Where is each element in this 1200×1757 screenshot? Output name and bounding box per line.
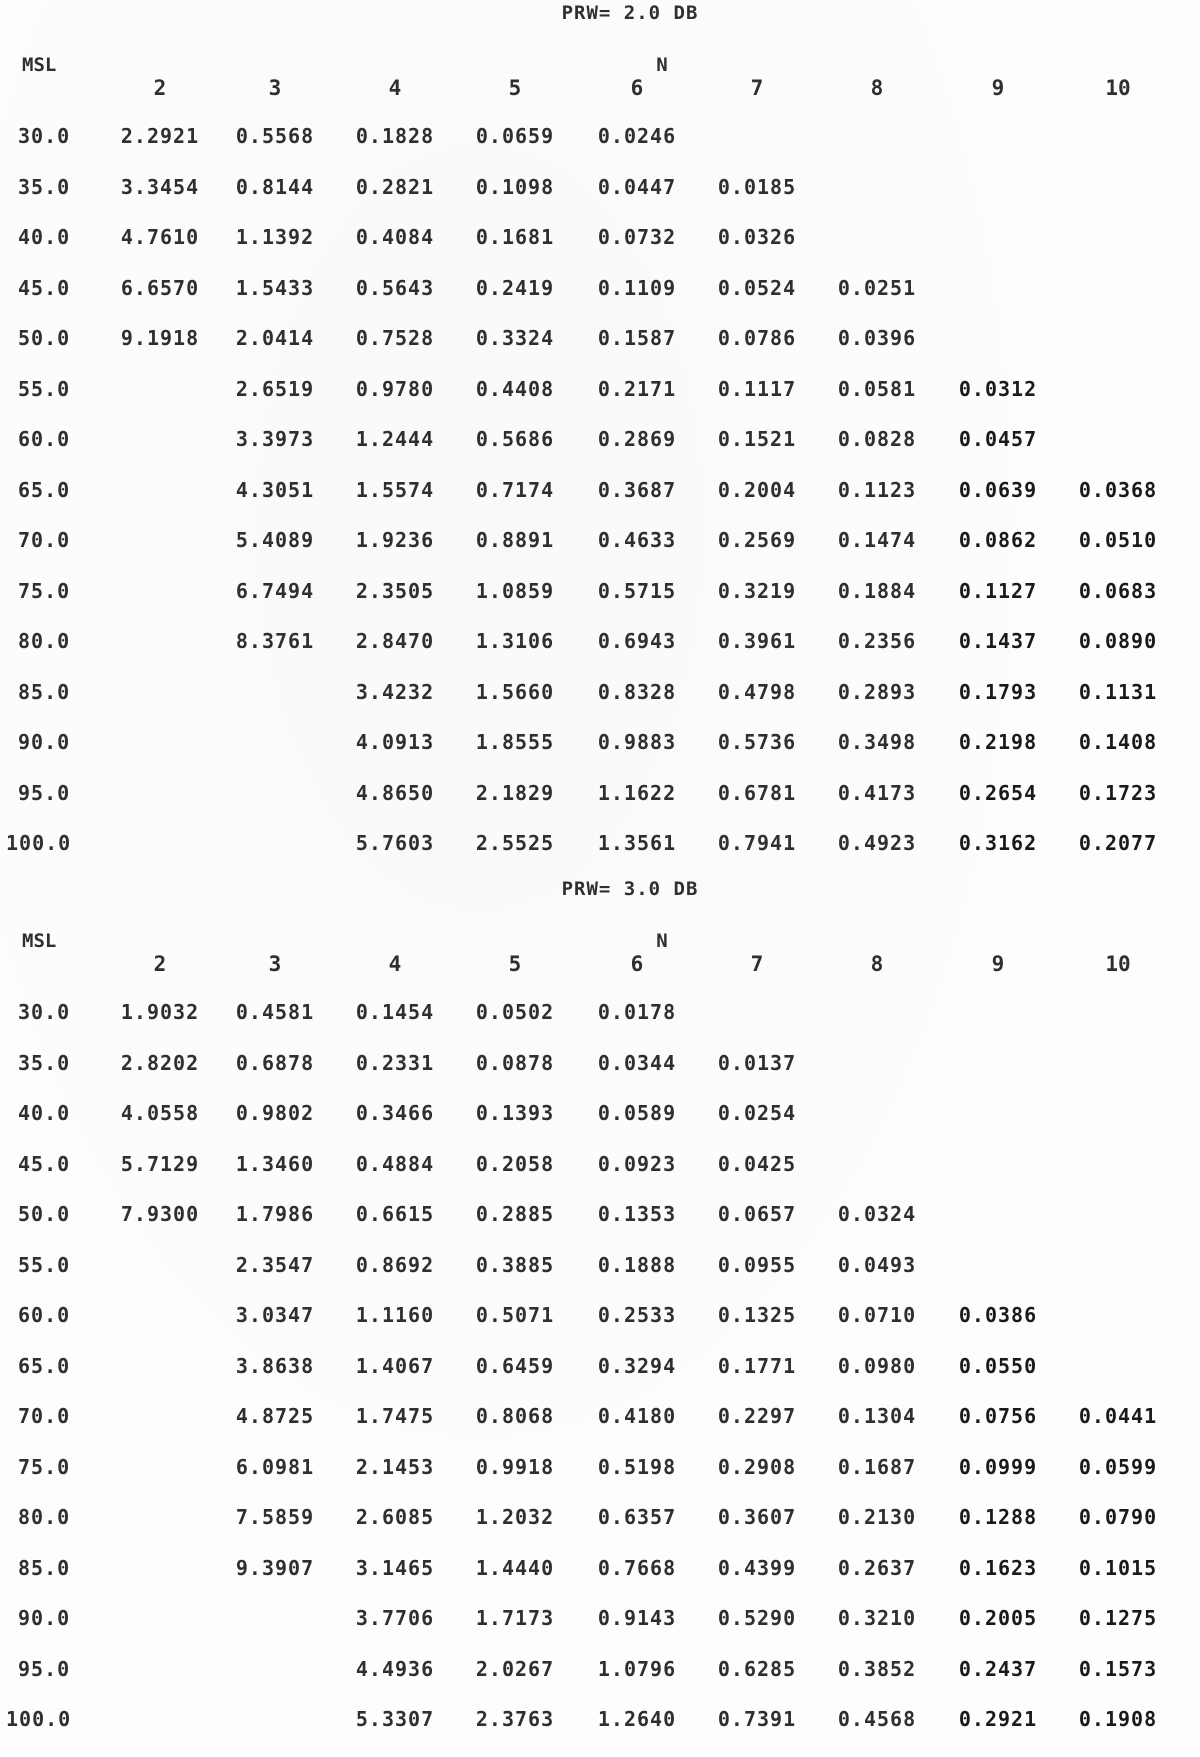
table-cell: 0.3162 — [958, 831, 1038, 855]
table-cell: 0.1275 — [1078, 1606, 1158, 1630]
msl-label: MSL — [22, 54, 57, 76]
table-cell: 2.6085 — [355, 1505, 435, 1529]
table-row — [0, 1101, 1200, 1131]
table-cell: 0.0581 — [837, 376, 917, 401]
table-cell: 1.9236 — [355, 528, 435, 552]
table-row — [0, 680, 1200, 710]
table-cell: 2.0267 — [475, 1656, 555, 1681]
column-header-n-5: 5 — [508, 952, 522, 976]
table-cell: 0.2005 — [958, 1606, 1038, 1630]
table-cell: 0.3961 — [717, 629, 797, 653]
table-cell: 1.7475 — [355, 1404, 435, 1428]
table-cell: 0.1109 — [597, 275, 677, 300]
table-row — [0, 427, 1200, 457]
column-header-n-3: 3 — [268, 76, 282, 100]
table-cell: 0.0493 — [837, 1252, 917, 1277]
table-cell: 0.1288 — [958, 1505, 1038, 1529]
table-cell: 0.0657 — [717, 1202, 797, 1226]
table-cell: 0.2637 — [837, 1555, 917, 1580]
table-cell: 0.0524 — [717, 275, 797, 300]
table-row — [0, 831, 1200, 861]
table-row — [0, 478, 1200, 508]
table-row — [0, 276, 1200, 306]
table-cell: 0.2198 — [958, 730, 1038, 754]
table-cell: 0.0185 — [717, 174, 797, 199]
table-cell: 0.1131 — [1078, 679, 1158, 704]
table-cell: 4.0558 — [120, 1101, 200, 1125]
table-cell: 0.2077 — [1078, 831, 1158, 855]
table-cell: 0.2893 — [837, 679, 917, 704]
table-row — [0, 124, 1200, 154]
table-cell: 0.0862 — [958, 528, 1038, 552]
table-cell: 0.0550 — [958, 1353, 1038, 1378]
table-cell: 2.0414 — [235, 326, 315, 350]
table-cell: 0.2654 — [958, 780, 1038, 805]
table-cell: 0.4568 — [837, 1707, 917, 1731]
table-cell: 0.1015 — [1078, 1555, 1158, 1580]
table-cell: 0.6357 — [597, 1505, 677, 1529]
table-row — [0, 579, 1200, 609]
table-cell: 0.7174 — [475, 477, 555, 502]
table-cell: 0.1908 — [1078, 1707, 1158, 1731]
msl-value: 85.0 — [18, 1555, 71, 1580]
table-cell: 9.3907 — [235, 1555, 315, 1580]
table-row — [0, 1606, 1200, 1636]
table-cell: 0.9918 — [475, 1454, 555, 1479]
table-cell: 2.6519 — [235, 376, 315, 401]
table-cell: 0.2130 — [837, 1505, 917, 1529]
table-cell: 0.7668 — [597, 1555, 677, 1580]
table-cell: 6.7494 — [235, 578, 315, 603]
table-cell: 0.0589 — [597, 1101, 677, 1125]
table-cell: 0.0326 — [717, 225, 797, 249]
table-cell: 0.3885 — [475, 1252, 555, 1277]
table-cell: 0.8068 — [475, 1404, 555, 1428]
table-cell: 0.5568 — [235, 124, 315, 148]
column-header-n-2: 2 — [153, 952, 167, 976]
table-cell: 0.1304 — [837, 1404, 917, 1428]
table-cell: 0.1793 — [958, 679, 1038, 704]
n-label: N — [656, 54, 668, 76]
table-row — [0, 781, 1200, 811]
column-header-n-6: 6 — [630, 76, 644, 100]
table-cell: 6.6570 — [120, 275, 200, 300]
table-cell: 0.0756 — [958, 1404, 1038, 1428]
table-cell: 0.0732 — [597, 225, 677, 249]
table-cell: 0.1127 — [958, 578, 1038, 603]
table-cell: 0.5643 — [355, 275, 435, 300]
table-cell: 1.4067 — [355, 1353, 435, 1378]
msl-value: 100.0 — [6, 1707, 72, 1731]
table-cell: 2.8202 — [120, 1050, 200, 1075]
table-cell: 0.4581 — [235, 1000, 315, 1024]
table-cell: 0.4084 — [355, 225, 435, 249]
table-cell: 0.8328 — [597, 679, 677, 704]
table-cell: 5.4089 — [235, 528, 315, 552]
table-cell: 0.1454 — [355, 1000, 435, 1024]
table-cell: 1.9032 — [120, 1000, 200, 1024]
table-row — [0, 1253, 1200, 1283]
table-cell: 1.1622 — [597, 780, 677, 805]
msl-value: 50.0 — [18, 1202, 71, 1226]
table-cell: 0.3210 — [837, 1606, 917, 1630]
table-cell: 0.3498 — [837, 730, 917, 754]
table-cell: 7.5859 — [235, 1505, 315, 1529]
table-cell: 0.1521 — [717, 427, 797, 451]
table-cell: 0.1325 — [717, 1303, 797, 1327]
table-cell: 0.4173 — [837, 780, 917, 805]
msl-value: 80.0 — [18, 629, 71, 653]
table-cell: 0.6878 — [235, 1050, 315, 1075]
table-row — [0, 1404, 1200, 1434]
table-cell: 0.8891 — [475, 528, 555, 552]
table-cell: 4.0913 — [355, 730, 435, 754]
msl-value: 65.0 — [18, 477, 71, 502]
msl-value: 70.0 — [18, 1404, 71, 1428]
column-header-n-10: 10 — [1105, 952, 1131, 976]
msl-value: 30.0 — [18, 1000, 71, 1024]
msl-value: 90.0 — [18, 1606, 71, 1630]
table-cell: 0.5686 — [475, 427, 555, 451]
table-cell: 0.1408 — [1078, 730, 1158, 754]
column-header-n-9: 9 — [991, 952, 1005, 976]
table-cell: 0.9883 — [597, 730, 677, 754]
table-cell: 0.3324 — [475, 326, 555, 350]
table-cell: 1.2640 — [597, 1707, 677, 1731]
table-row — [0, 326, 1200, 356]
table-cell: 0.0786 — [717, 326, 797, 350]
prw-header: PRW= 2.0 DB — [561, 2, 699, 24]
table-cell: 0.1098 — [475, 174, 555, 199]
table-cell: 0.2004 — [717, 477, 797, 502]
table-cell: 0.3466 — [355, 1101, 435, 1125]
table-cell: 0.9802 — [235, 1101, 315, 1125]
table-cell: 0.2419 — [475, 275, 555, 300]
table-cell: 4.8650 — [355, 780, 435, 805]
table-cell: 0.0980 — [837, 1353, 917, 1378]
table-cell: 1.7986 — [235, 1202, 315, 1226]
msl-value: 100.0 — [6, 831, 72, 855]
table-cell: 0.5198 — [597, 1454, 677, 1479]
table-cell: 1.5574 — [355, 477, 435, 502]
table-cell: 0.0344 — [597, 1050, 677, 1075]
table-cell: 0.0137 — [717, 1050, 797, 1075]
table-cell: 0.2569 — [717, 528, 797, 552]
table-cell: 0.0246 — [597, 124, 677, 148]
table-cell: 0.3294 — [597, 1353, 677, 1378]
table-cell: 4.7610 — [120, 225, 200, 249]
table-cell: 0.7941 — [717, 831, 797, 855]
column-header-n-8: 8 — [870, 76, 884, 100]
table-cell: 0.1123 — [837, 477, 917, 502]
table-cell: 0.6459 — [475, 1353, 555, 1378]
table-row — [0, 1202, 1200, 1232]
table-cell: 0.0955 — [717, 1252, 797, 1277]
table-cell: 0.7528 — [355, 326, 435, 350]
table-cell: 0.1573 — [1078, 1656, 1158, 1681]
table-cell: 1.7173 — [475, 1606, 555, 1630]
table-cell: 0.2058 — [475, 1151, 555, 1176]
table-cell: 0.4884 — [355, 1151, 435, 1176]
table-cell: 0.0425 — [717, 1151, 797, 1176]
table-cell: 0.3687 — [597, 477, 677, 502]
table-cell: 0.6781 — [717, 780, 797, 805]
table-cell: 0.0178 — [597, 1000, 677, 1024]
table-cell: 0.3852 — [837, 1656, 917, 1681]
table-cell: 2.3547 — [235, 1252, 315, 1277]
table-cell: 0.1687 — [837, 1454, 917, 1479]
table-cell: 0.0828 — [837, 427, 917, 451]
table-cell: 2.8470 — [355, 629, 435, 653]
table-cell: 3.7706 — [355, 1606, 435, 1630]
column-header-n-4: 4 — [388, 952, 402, 976]
msl-value: 95.0 — [18, 780, 71, 805]
table-cell: 0.4923 — [837, 831, 917, 855]
msl-label: MSL — [22, 930, 57, 952]
table-row — [0, 1556, 1200, 1586]
table-cell: 0.6285 — [717, 1656, 797, 1681]
table-cell: 0.5290 — [717, 1606, 797, 1630]
table-cell: 0.0659 — [475, 124, 555, 148]
column-header-n-5: 5 — [508, 76, 522, 100]
table-cell: 1.1392 — [235, 225, 315, 249]
msl-value: 90.0 — [18, 730, 71, 754]
table-cell: 0.1723 — [1078, 780, 1158, 805]
msl-value: 75.0 — [18, 578, 71, 603]
table-row — [0, 377, 1200, 407]
table-cell: 0.2437 — [958, 1656, 1038, 1681]
table-cell: 0.5736 — [717, 730, 797, 754]
table-cell: 0.1587 — [597, 326, 677, 350]
table-cell: 0.2533 — [597, 1303, 677, 1327]
table-cell: 0.5071 — [475, 1303, 555, 1327]
table-cell: 3.4232 — [355, 679, 435, 704]
table-row — [0, 1152, 1200, 1182]
msl-value: 80.0 — [18, 1505, 71, 1529]
table-cell: 0.1117 — [717, 376, 797, 401]
msl-value: 85.0 — [18, 679, 71, 704]
table-cell: 2.2921 — [120, 124, 200, 148]
table-cell: 0.1353 — [597, 1202, 677, 1226]
column-header-n-8: 8 — [870, 952, 884, 976]
table-cell: 0.2821 — [355, 174, 435, 199]
table-cell: 0.4633 — [597, 528, 677, 552]
table-cell: 7.9300 — [120, 1202, 200, 1226]
table-cell: 0.2331 — [355, 1050, 435, 1075]
table-cell: 3.8638 — [235, 1353, 315, 1378]
table-cell: 0.9780 — [355, 376, 435, 401]
msl-value: 35.0 — [18, 1050, 71, 1075]
column-header-n-4: 4 — [388, 76, 402, 100]
column-header-n-3: 3 — [268, 952, 282, 976]
table-row — [0, 1455, 1200, 1485]
column-header-n-7: 7 — [750, 952, 764, 976]
table-row — [0, 528, 1200, 558]
table-cell: 0.0710 — [837, 1303, 917, 1327]
table-cell: 0.0457 — [958, 427, 1038, 451]
table-cell: 3.3454 — [120, 174, 200, 199]
table-cell: 0.2921 — [958, 1707, 1038, 1731]
table-cell: 3.0347 — [235, 1303, 315, 1327]
table-cell: 4.4936 — [355, 1656, 435, 1681]
table-cell: 6.0981 — [235, 1454, 315, 1479]
table-cell: 0.0254 — [717, 1101, 797, 1125]
msl-value: 65.0 — [18, 1353, 71, 1378]
table-cell: 0.1474 — [837, 528, 917, 552]
table-cell: 2.1829 — [475, 780, 555, 805]
msl-value: 60.0 — [18, 1303, 71, 1327]
table-cell: 1.1160 — [355, 1303, 435, 1327]
column-header-row — [0, 76, 1200, 104]
table-cell: 8.3761 — [235, 629, 315, 653]
table-cell: 0.5715 — [597, 578, 677, 603]
table-cell: 0.0790 — [1078, 1505, 1158, 1529]
table-row — [0, 629, 1200, 659]
table-cell: 0.1437 — [958, 629, 1038, 653]
table-cell: 0.0683 — [1078, 578, 1158, 603]
table-row — [0, 1657, 1200, 1687]
table-cell: 2.5525 — [475, 831, 555, 855]
table-cell: 1.2032 — [475, 1505, 555, 1529]
msl-value: 45.0 — [18, 1151, 71, 1176]
msl-value: 75.0 — [18, 1454, 71, 1479]
table-cell: 0.0441 — [1078, 1404, 1158, 1428]
table-cell: 0.0923 — [597, 1151, 677, 1176]
table-row — [0, 1000, 1200, 1030]
table-row — [0, 175, 1200, 205]
table-cell: 0.7391 — [717, 1707, 797, 1731]
prw-header: PRW= 3.0 DB — [561, 878, 699, 900]
table-cell: 0.2356 — [837, 629, 917, 653]
table-cell: 0.6615 — [355, 1202, 435, 1226]
table-cell: 0.0324 — [837, 1202, 917, 1226]
table-cell: 1.0859 — [475, 578, 555, 603]
table-cell: 4.3051 — [235, 477, 315, 502]
table-row — [0, 1505, 1200, 1535]
table-cell: 1.0796 — [597, 1656, 677, 1681]
table-cell: 5.7129 — [120, 1151, 200, 1176]
table-cell: 0.6943 — [597, 629, 677, 653]
msl-value: 55.0 — [18, 376, 71, 401]
table-cell: 5.3307 — [355, 1707, 435, 1731]
table-cell: 0.4180 — [597, 1404, 677, 1428]
table-cell: 5.7603 — [355, 831, 435, 855]
table-cell: 1.3106 — [475, 629, 555, 653]
column-header-n-9: 9 — [991, 76, 1005, 100]
table-cell: 0.1393 — [475, 1101, 555, 1125]
table-cell: 0.1888 — [597, 1252, 677, 1277]
table-cell: 0.0396 — [837, 326, 917, 350]
table-cell: 0.0890 — [1078, 629, 1158, 653]
table-row — [0, 1354, 1200, 1384]
column-header-n-6: 6 — [630, 952, 644, 976]
table-cell: 2.1453 — [355, 1454, 435, 1479]
msl-value: 95.0 — [18, 1656, 71, 1681]
msl-value: 45.0 — [18, 275, 71, 300]
table-cell: 0.8692 — [355, 1252, 435, 1277]
table-cell: 0.4798 — [717, 679, 797, 704]
table-cell: 0.0639 — [958, 477, 1038, 502]
msl-value: 30.0 — [18, 124, 71, 148]
column-header-n-10: 10 — [1105, 76, 1131, 100]
table-cell: 0.4408 — [475, 376, 555, 401]
table-cell: 4.8725 — [235, 1404, 315, 1428]
msl-value: 55.0 — [18, 1252, 71, 1277]
msl-value: 40.0 — [18, 225, 71, 249]
table-cell: 0.9143 — [597, 1606, 677, 1630]
table-cell: 0.1623 — [958, 1555, 1038, 1580]
table-cell: 1.3561 — [597, 831, 677, 855]
table-row — [0, 1707, 1200, 1737]
table-cell: 0.0878 — [475, 1050, 555, 1075]
table-cell: 1.5660 — [475, 679, 555, 704]
table-cell: 3.1465 — [355, 1555, 435, 1580]
table-cell: 1.8555 — [475, 730, 555, 754]
table-cell: 1.4440 — [475, 1555, 555, 1580]
table-cell: 0.0502 — [475, 1000, 555, 1024]
table-row — [0, 730, 1200, 760]
table-cell: 0.1681 — [475, 225, 555, 249]
msl-value: 70.0 — [18, 528, 71, 552]
table-cell: 0.4399 — [717, 1555, 797, 1580]
table-row — [0, 1303, 1200, 1333]
table-cell: 0.0368 — [1078, 477, 1158, 502]
table-cell: 3.3973 — [235, 427, 315, 451]
table-cell: 9.1918 — [120, 326, 200, 350]
table-cell: 0.0447 — [597, 174, 677, 199]
table-cell: 0.2908 — [717, 1454, 797, 1479]
table-cell: 0.0999 — [958, 1454, 1038, 1479]
table-cell: 0.0386 — [958, 1303, 1038, 1327]
msl-value: 40.0 — [18, 1101, 71, 1125]
table-cell: 0.0599 — [1078, 1454, 1158, 1479]
table-cell: 0.2171 — [597, 376, 677, 401]
table-cell: 0.0510 — [1078, 528, 1158, 552]
table-row — [0, 225, 1200, 255]
table-cell: 1.3460 — [235, 1151, 315, 1176]
table-cell: 1.2444 — [355, 427, 435, 451]
table-cell: 0.3607 — [717, 1505, 797, 1529]
table-cell: 0.1771 — [717, 1353, 797, 1378]
table-cell: 0.2885 — [475, 1202, 555, 1226]
table-cell: 0.2869 — [597, 427, 677, 451]
table-cell: 2.3505 — [355, 578, 435, 603]
table-cell: 0.2297 — [717, 1404, 797, 1428]
column-header-n-2: 2 — [153, 76, 167, 100]
msl-value: 60.0 — [18, 427, 71, 451]
msl-value: 50.0 — [18, 326, 71, 350]
column-header-n-7: 7 — [750, 76, 764, 100]
table-cell: 0.8144 — [235, 174, 315, 199]
table-cell: 1.5433 — [235, 275, 315, 300]
n-label: N — [656, 930, 668, 952]
msl-value: 35.0 — [18, 174, 71, 199]
table-cell: 0.0251 — [837, 275, 917, 300]
table-cell: 0.3219 — [717, 578, 797, 603]
column-header-row — [0, 952, 1200, 980]
table-row — [0, 1051, 1200, 1081]
table-cell: 0.1884 — [837, 578, 917, 603]
table-cell: 0.1828 — [355, 124, 435, 148]
table-cell: 2.3763 — [475, 1707, 555, 1731]
table-cell: 0.0312 — [958, 376, 1038, 401]
